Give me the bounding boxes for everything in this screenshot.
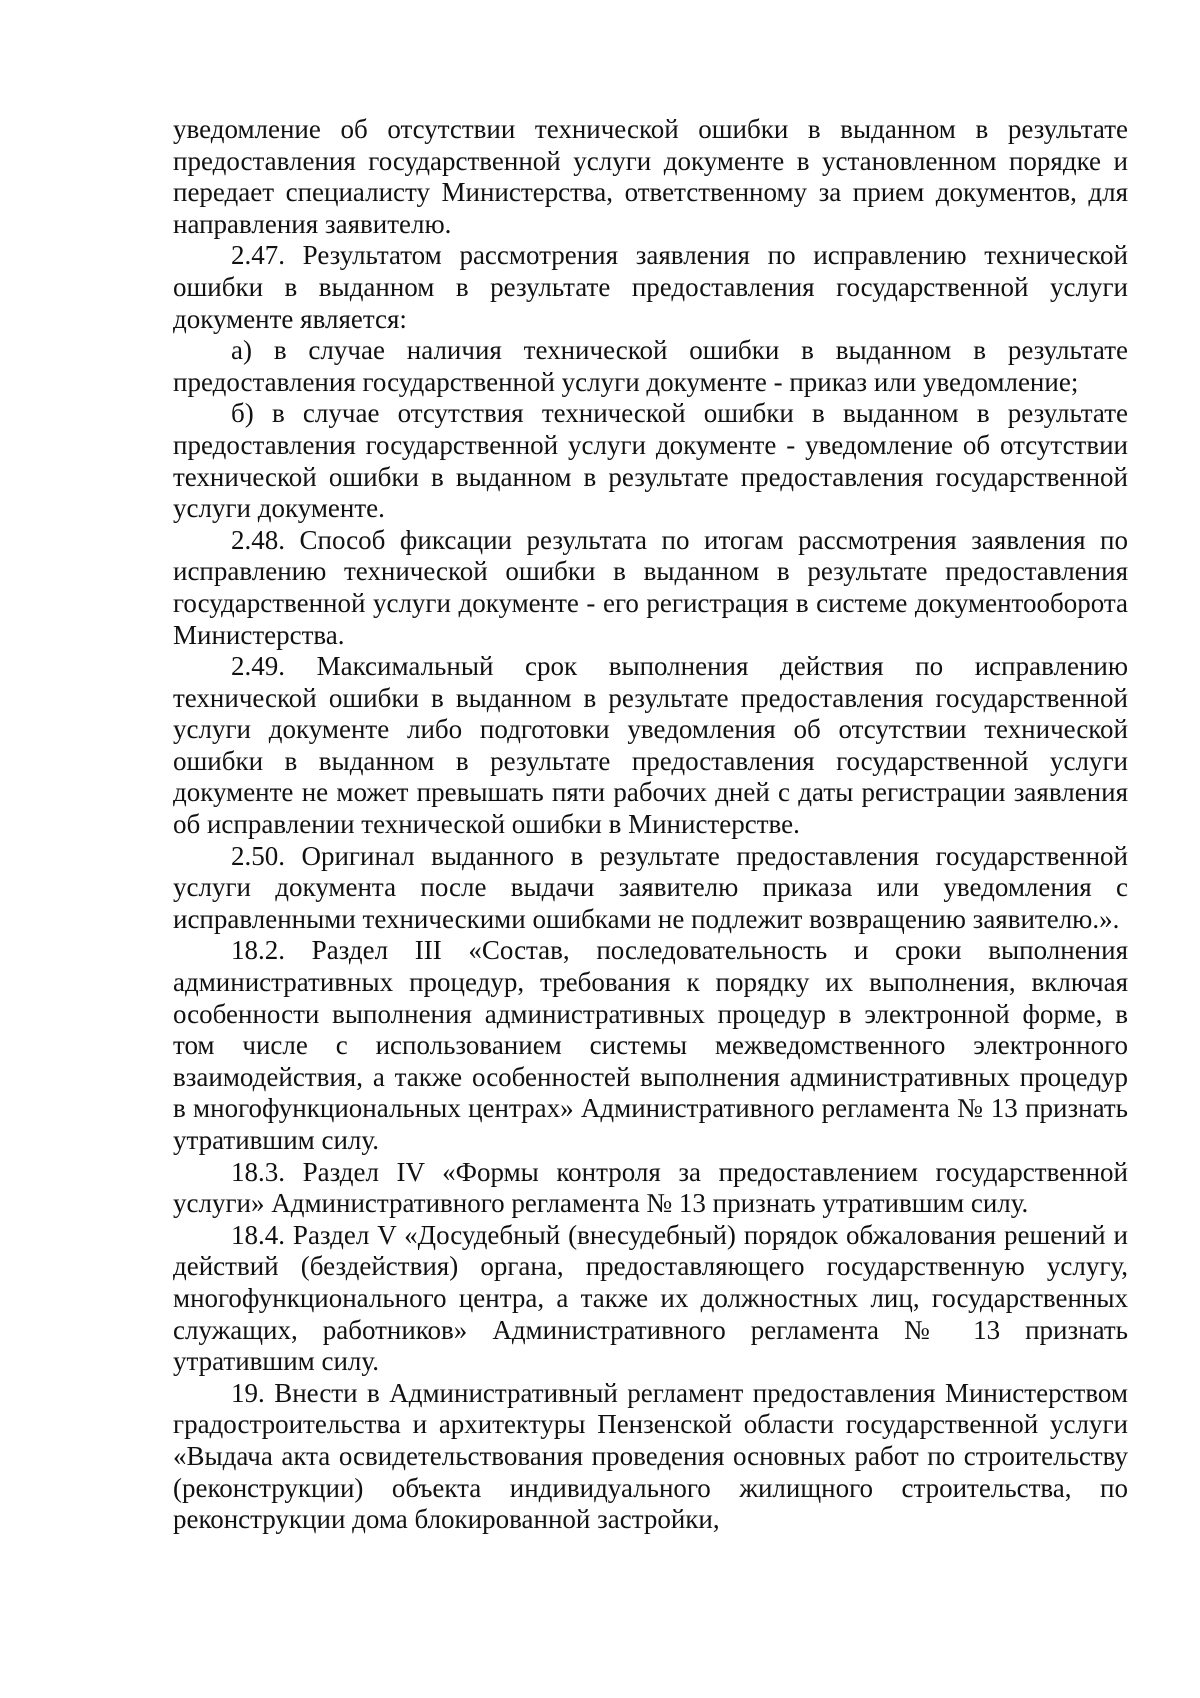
paragraph-item-b: б) в случае отсутствия технической ошибки в выданном в результате предоставления государственной услуги документе - уведомление об отсутствии технической ошибки в выданном в результате предоставления государственной услуги документе. (173, 398, 1128, 524)
paragraph-2-50: 2.50. Оригинал выданного в результате предоставления государственной услуги документа после выдачи заявителю приказа или уведомления с исправленными техническими ошибками не подлежит возвращению заявителю.». (173, 840, 1128, 934)
paragraph-2-49: 2.49. Максимальный срок выполнения действия по исправлению технической ошибки в выданном в результате предоставления государственной услуги документе либо подготовки уведомления об отсутствии технической ошибки в выданном в результате предоставления государственной услуги документе не может превышать пяти рабочих дней с даты регистрации заявления об исправлении технической ошибки в Министерстве. (173, 651, 1128, 840)
paragraph-continuation: уведомление об отсутствии технической ошибки в выданном в результате предоставления государственной услуги документе в установленном порядке и передает специалисту Министерства, ответственному за прием документов, для направления заявителю. (173, 114, 1128, 239)
paragraph-18-2: 18.2. Раздел III «Состав, последовательность и сроки выполнения административных процедур, требования к порядку их выполнения, включая особенности выполнения административных процедур в электронной форме, в том числе с использованием системы межведомственного электронного взаимодействия, а также особенностей выполнения административных процедур в многофункциональных центрах» Административного регламента № 13 признать утратившим силу. (173, 935, 1128, 1155)
paragraph-2-48: 2.48. Способ фиксации результата по итогам рассмотрения заявления по исправлению технической ошибки в выданном в результате предоставления государственной услуги документе - его регистрация в системе документооборота Министерства. (173, 524, 1128, 650)
paragraph-item-a: а) в случае наличия технической ошибки в выданном в результате предоставления государственной услуги документе - приказ или уведомление; (173, 335, 1128, 397)
paragraph-18-3: 18.3. Раздел IV «Формы контроля за предоставлением государственной услуги» Административного регламента № 13 признать утратившим силу. (173, 1156, 1128, 1219)
paragraph-2-47: 2.47. Результатом рассмотрения заявления по исправлению технической ошибки в выданном в результате предоставления государственной услуги документе является: (173, 240, 1128, 334)
paragraph-18-4: 18.4. Раздел V «Досудебный (внесудебный) порядок обжалования решений и действий (бездействия) органа, предоставляющего государственную услугу, многофункционального центра, а также их должностных лиц, государственных служащих, работников» Административного регламента № 13 признать утратившим силу. (173, 1219, 1128, 1377)
paragraph-19: 19. Внести в Административный регламент предоставления Министерством градостроительства и архитектуры Пензенской области государственной услуги «Выдача акта освидетельствования проведения основных работ по строительству (реконструкции) объекта индивидуального жилищного строительства, по реконструкции дома блокированной застройки, (173, 1377, 1128, 1535)
document-body (173, 114, 1128, 1536)
